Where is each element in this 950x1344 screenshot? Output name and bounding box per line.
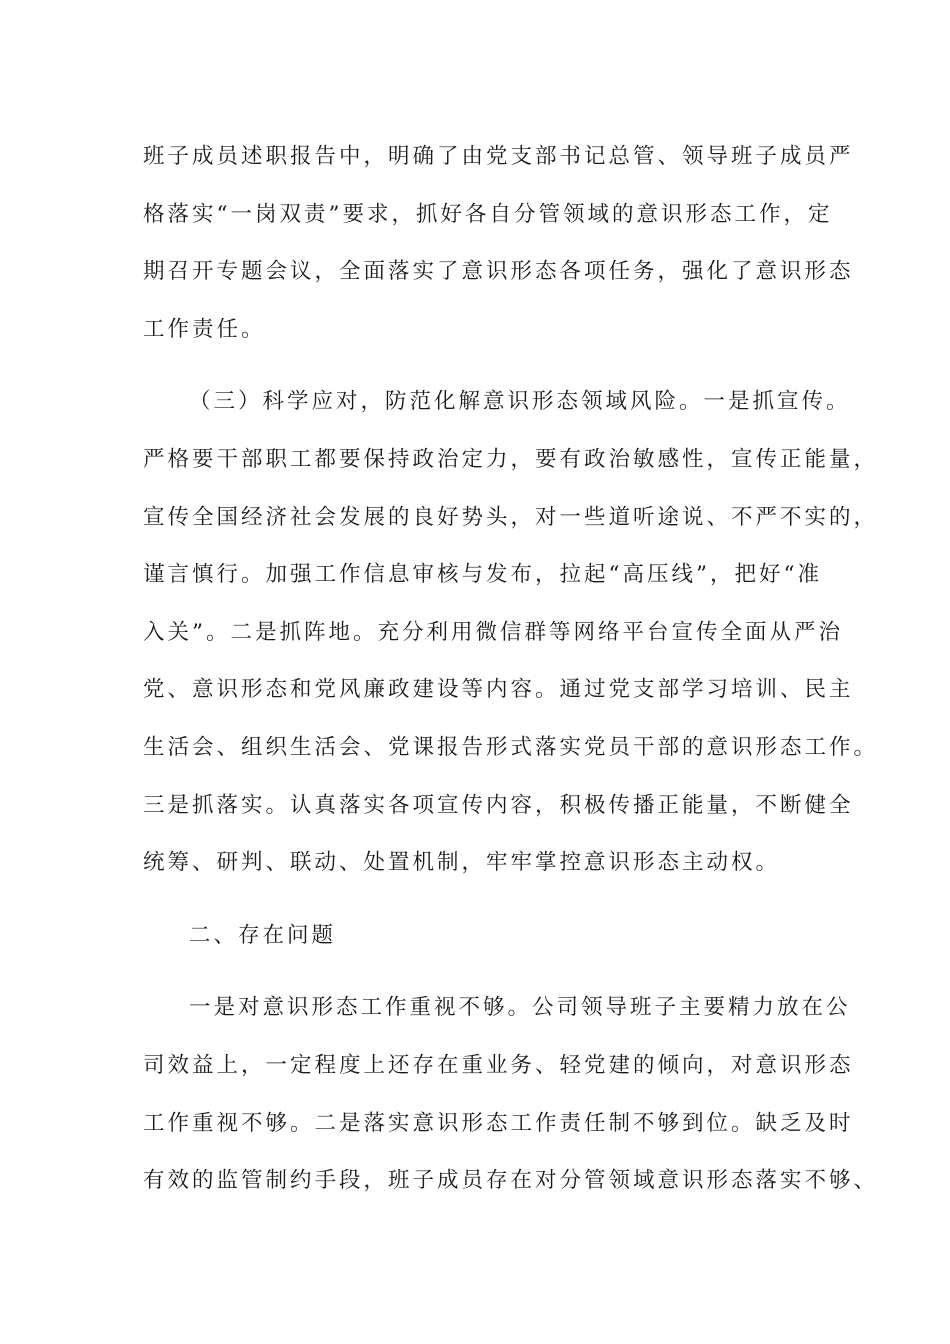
paragraph-spacer: [143, 358, 823, 373]
text-line: 格落实“一岗双责”要求，抓好各自分管领域的意识形态工作，定: [143, 201, 833, 227]
text-line: 三是抓落实。认真落实各项宣传内容，积极传播正能量，不断健全: [143, 792, 854, 818]
text-line: 班子成员述职报告中，明确了由党支部书记总管、领导班子成员严: [143, 144, 854, 169]
paragraph-risk-response: [143, 373, 879, 891]
text-line: 司效益上，一定程度上还存在重业务、轻党建的倾向，对意识形态: [143, 1052, 854, 1078]
section-heading: 二、存在问题: [189, 922, 337, 948]
document-body: [143, 128, 879, 1210]
text-line: 期召开专题会议，全面落实了意识形态各项任务，强化了意识形态: [143, 259, 854, 285]
paragraph-problems: [143, 979, 879, 1209]
text-line: 严格要干部职工都要保持政治定力，要有政治敏感性，宣传正能量，: [143, 446, 879, 472]
text-line: 谨言慎行。加强工作信息审核与发布，拉起“高压线”，把好“准: [143, 562, 822, 588]
paragraph-spacer: [143, 964, 823, 979]
paragraph-spacer: [143, 892, 823, 907]
text-line: 工作责任。: [143, 316, 266, 342]
section-heading-problems: [143, 907, 823, 965]
text-line: 工作重视不够。二是落实意识形态工作责任制不够到位。缺乏及时: [143, 1110, 854, 1136]
text-line: 有效的监管制约手段，班子成员存在对分管领域意识形态落实不够、: [143, 1168, 879, 1194]
text-line-first: （三）科学应对，防范化解意识形态领域风险。一是抓宣传。: [189, 389, 851, 415]
text-line: 生活会、组织生活会、党课报告形式落实党员干部的意识形态工作。: [143, 734, 879, 760]
text-line: 宣传全国经济社会发展的良好势头，对一些道听途说、不严不实的，: [143, 504, 879, 530]
text-line: 党、意识形态和党风廉政建设等内容。通过党支部学习培训、民主: [143, 677, 854, 703]
text-line: 统筹、研判、联动、处置机制，牢牢掌控意识形态主动权。: [143, 850, 781, 876]
text-line: 入关”。二是抓阵地。充分利用微信群等网络平台宣传全面从严治: [143, 619, 843, 645]
paragraph-duty-report: [143, 128, 854, 358]
text-line-first: 一是对意识形态工作重视不够。公司领导班子主要精力放在公: [189, 995, 851, 1021]
